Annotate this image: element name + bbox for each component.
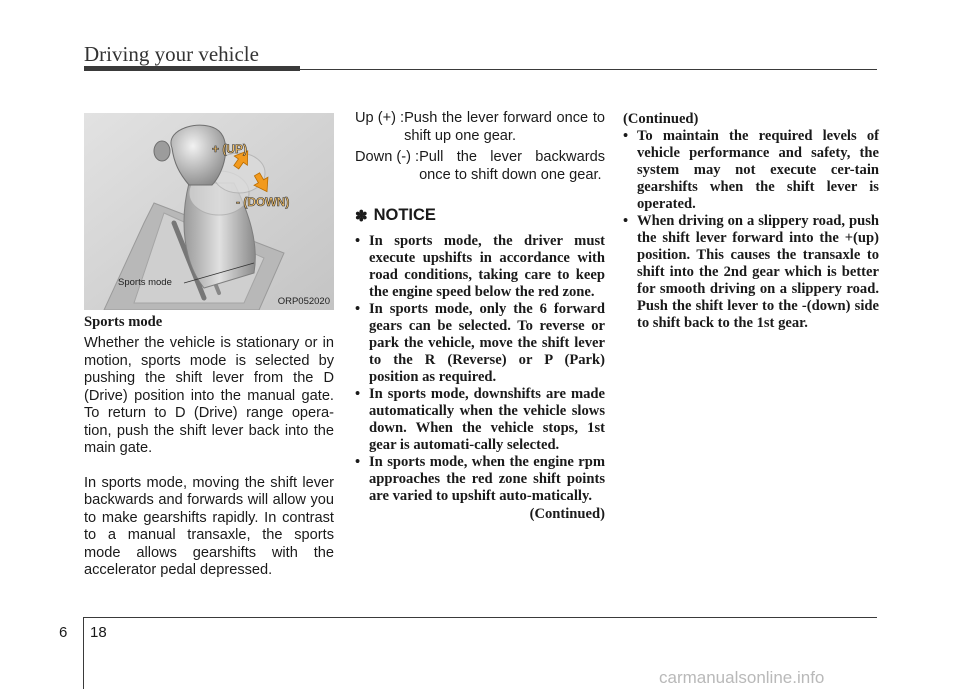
up-label: + (UP) xyxy=(212,142,248,156)
header-rule xyxy=(300,69,877,70)
continued-note: (Continued) xyxy=(623,111,699,127)
paragraph: In sports mode, moving the shift lever backwards and forwards will allow you to make gearshifts rapidly. In contrast to a manual transaxle, the sports mode allows gearshifts with the accelerator pedal depressed. xyxy=(84,474,334,578)
down-definition xyxy=(355,149,605,184)
asterisk-icon: ✽ xyxy=(355,207,368,225)
notice-list xyxy=(355,233,605,505)
notice-title: NOTICE xyxy=(373,206,436,224)
paragraph: Whether the vehicle is stationary or in motion, sports mode is selected by pushing the shift lever from the D (Drive) position into the manual gate. To return to D (Drive) range opera-tion, push the shift lever back into the main gate. xyxy=(84,335,334,456)
gear-shifter-illustration xyxy=(84,113,334,310)
list-item: • In sports mode, when the engine rpm approaches the red zone shift points are varied to upshift auto-matically. xyxy=(355,454,605,505)
down-label: - (DOWN) xyxy=(236,195,290,209)
notice-list-continued xyxy=(623,128,879,332)
list-item: • To maintain the required levels of vehicle performance and safety, the system may not execute cer-tain gearshifts when the shift lever is operated. xyxy=(623,128,879,213)
page-number: 18 xyxy=(90,624,107,641)
column-right xyxy=(623,110,879,332)
continued-note: (Continued) xyxy=(529,506,605,522)
section-heading: Sports mode xyxy=(84,314,163,330)
list-item: • In sports mode, the driver must execute upshifts in accordance with road conditions, taking care to keep the engine speed below the red zone. xyxy=(355,233,605,301)
list-item: • When driving on a slippery road, push the shift lever forward into the +(up) position. This causes the transaxle to shift into the 2nd gear which is better for smooth driving on a slippery road. Push the shift lever to the -(down) side to shift back to the 1st gear. xyxy=(623,213,879,332)
sports-mode-label: Sports mode xyxy=(118,277,172,288)
header-bar xyxy=(84,66,300,71)
up-value: Push the lever forward once to shift up one gear. xyxy=(404,110,605,144)
footer-rule xyxy=(84,617,877,618)
page-header-title: Driving your vehicle xyxy=(84,42,259,66)
up-definition xyxy=(355,110,605,145)
down-key: Down (-) : xyxy=(355,149,420,165)
watermark: carmanualsonline.info xyxy=(659,668,825,687)
column-middle xyxy=(355,110,605,523)
figure-code: ORP052020 xyxy=(277,296,330,307)
up-key: Up (+) : xyxy=(355,110,405,126)
chapter-number: 6 xyxy=(59,624,68,641)
down-value: Pull the lever backwards once to shift down one gear. xyxy=(419,149,605,183)
list-item: • In sports mode, only the 6 forward gears can be selected. To reverse or park the vehicle, move the shift lever to the R (Reverse) or P (Park) position as required. xyxy=(355,301,605,386)
notice-heading xyxy=(355,206,605,225)
list-item: • In sports mode, downshifts are made automatically when the vehicle slows down. When the vehicle stops, 1st gear is automati-cally selected. xyxy=(355,386,605,454)
column-left xyxy=(84,314,334,580)
footer-divider xyxy=(83,617,84,689)
